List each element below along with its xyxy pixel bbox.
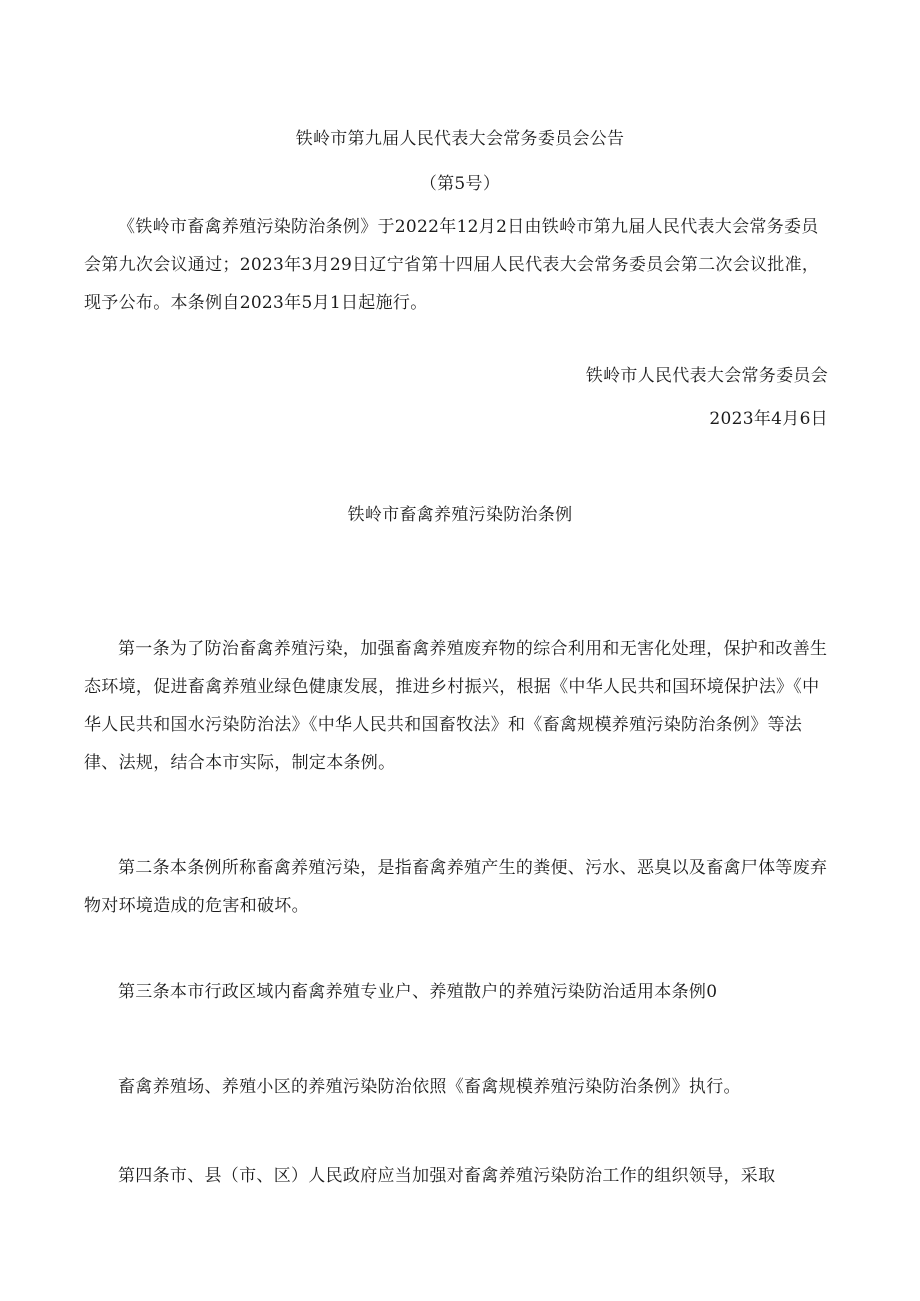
notice-date: 2023年4月6日 [709,409,828,429]
notice-title: 铁岭市第九届人民代表大会常务委员会公告 [295,129,625,149]
article-4: 第四条市、县（市、区）人民政府应当加强对畜禽养殖污染防治工作的组织领导，采取 [118,1166,776,1186]
notice-signer: 铁岭市人民代表大会常务委员会 [585,366,828,386]
notice-body: 《铁岭市畜禽养殖污染防治条例》于2022年12月2日由铁岭市第九届人民代表大会常务委员会第九次会议通过；2023年3月29日辽宁省第十四届人民代表大会常务委员会第二次会议批准，现予公布。本条例自2023年5月1日起施行。 [84,217,820,313]
article-3: 第三条本市行政区域内畜禽养殖专业户、养殖散户的养殖污染防治适用本条例0 [118,982,718,1002]
article-3-continued: 畜禽养殖场、养殖小区的养殖污染防治依照《畜禽规模养殖污染防治条例》执行。 [118,1077,741,1097]
article-2: 第二条本条例所称畜禽养殖污染，是指畜禽养殖产生的粪便、污水、恶臭以及畜禽尸体等废弃物对环境造成的危害和破坏。 [84,858,828,916]
notice-number: （第5号） [419,174,501,194]
article-1: 第一条为了防治畜禽养殖污染，加强畜禽养殖废弃物的综合利用和无害化处理，保护和改善生态环境，促进畜禽养殖业绿色健康发展，推进乡村振兴，根据《中华人民共和国环境保护法》《中华人民共和国水污染防治法》《中华人民共和国畜牧法》和《畜禽规模养殖污染防治条例》等法律、法规，结合本市实际，制定本条例。 [84,639,828,773]
regulation-title: 铁岭市畜禽养殖污染防治条例 [347,505,573,525]
